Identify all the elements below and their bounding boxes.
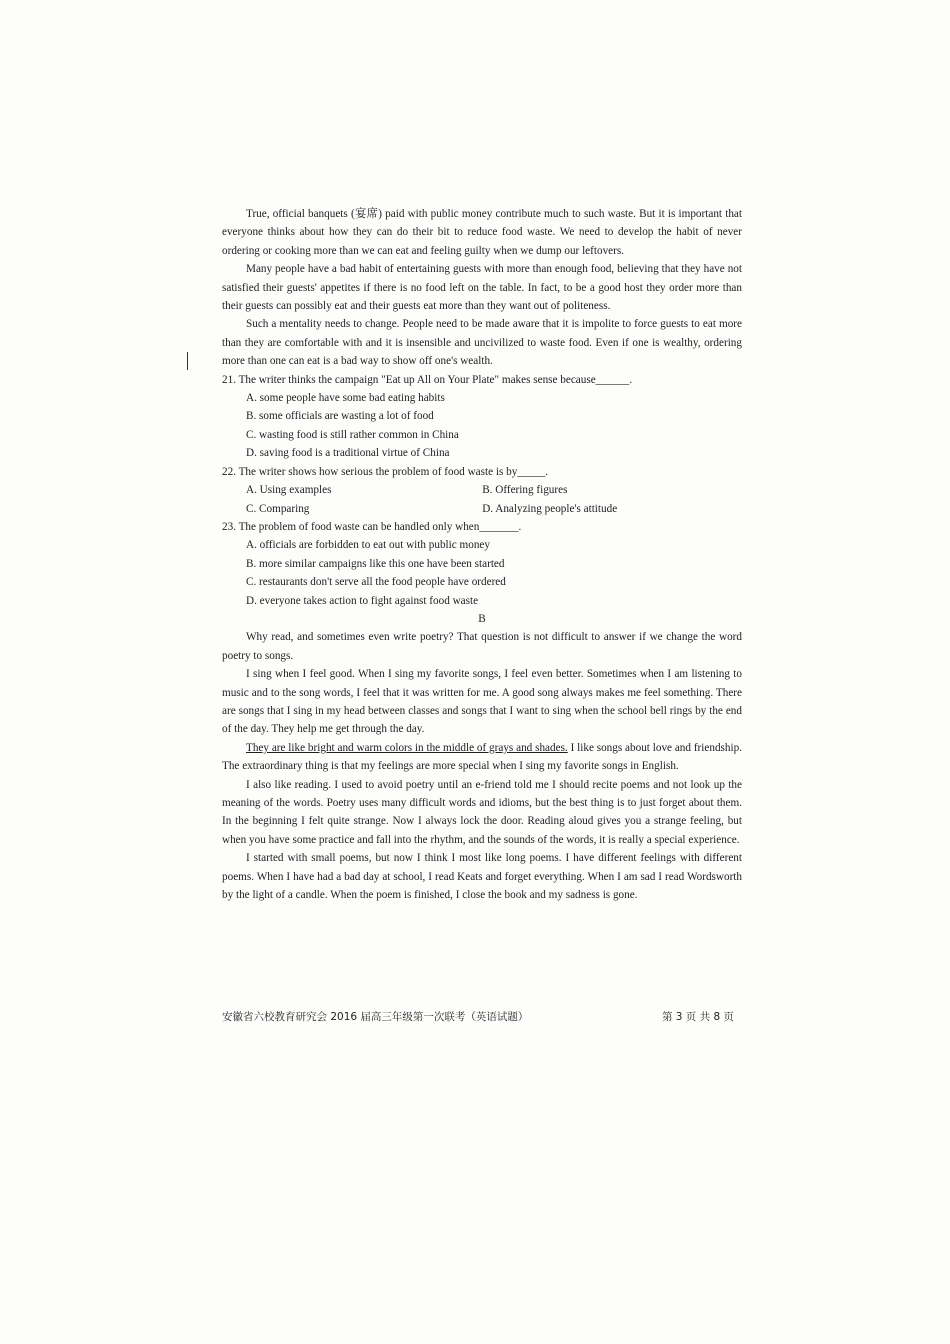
question-21-option-b: B. some officials are wasting a lot of food (246, 410, 434, 423)
question-22-option-c: C. Comparing (246, 502, 310, 515)
passage-b-paragraph-1: Why read, and sometimes even write poetry? That question is not difficult to answer if we change the word poetry to songs. (222, 631, 742, 662)
question-22 (222, 463, 742, 518)
question-21-option-a: A. some people have some bad eating habits (246, 392, 445, 405)
margin-mark (187, 352, 188, 370)
page-footer (222, 1009, 734, 1024)
passage-b-paragraph-3-rest: I like songs about love and friendship. The extraordinary thing is that my feelings are more special when I sing my favorite songs in English. (222, 741, 742, 773)
footer-exam-title: 安徽省六校教育研究会 2016 届高三年级第一次联考（英语试题） (222, 1011, 529, 1023)
question-22-option-d: D. Analyzing people's attitude (482, 502, 618, 515)
question-23-option-a: A. officials are forbidden to eat out with public money (246, 539, 490, 552)
question-23-stem: 23. The problem of food waste can be handled only when_______. (222, 520, 522, 533)
passage-b-paragraph-3 (222, 739, 742, 776)
passage-a-paragraph-3: Such a mentality needs to change. People need to be made aware that it is impolite to force guests to eat more than they are comfortable with and it is insensible and uncivilized to waste food. Even if one is wealthy, ordering more than one can eat is a bad way to show off one's wealth. (222, 318, 742, 368)
question-22-option-b: B. Offering figures (482, 484, 568, 497)
question-21-option-c: C. wasting food is still rather common in China (246, 428, 459, 441)
question-23-option-c: C. restaurants don't serve all the food people have ordered (246, 576, 506, 589)
question-22-stem: 22. The writer shows how serious the problem of food waste is by_____. (222, 465, 549, 478)
passage-b-paragraph-4: I also like reading. I used to avoid poetry until an e-friend told me I should recite poems and not look up the meaning of the words. Poetry uses many difficult words and idioms, but the best thing is to just forget about them. In the beginning I felt quite strange. Now I always lock the door. Reading aloud gives you a strange feeling, but when you have some practice and fall into the rhythm, and the sounds of the words, it is really a special experience. (222, 778, 742, 846)
underlined-sentence: They are like bright and warm colors in the middle of grays and shades. (246, 741, 568, 754)
question-21 (222, 371, 742, 463)
passage-a-paragraph-2: Many people have a bad habit of entertaining guests with more than enough food, believing that they have not satisfied their guests' appetites if there is no food left on the table. In fact, to be a good host they order more than their guests can possibly eat and their guests eat more than they want out of politeness. (222, 263, 742, 313)
question-22-option-a: A. Using examples (246, 484, 332, 497)
question-23 (222, 518, 742, 610)
exam-page (222, 205, 742, 904)
question-23-option-b: B. more similar campaigns like this one have been started (246, 557, 505, 570)
section-heading-b: B (478, 612, 486, 625)
question-21-option-d: D. saving food is a traditional virtue of China (246, 447, 450, 460)
question-21-stem: 21. The writer thinks the campaign "Eat up All on Your Plate" makes sense because______. (222, 373, 633, 386)
passage-b-paragraph-2: I sing when I feel good. When I sing my favorite songs, I feel even better. Sometimes when I am listening to music and to the song words, I feel that it was written for me. A good song always makes me feel something. There are songs that I sing in my head between classes and songs that I want to sing when the school bell rings by the end of the day. They help me get through the day. (222, 668, 742, 736)
footer-page-number: 第 3 页 共 8 页 (661, 1011, 734, 1023)
question-23-option-d: D. everyone takes action to fight against food waste (246, 594, 479, 607)
passage-a-paragraph-1: True, official banquets (宴席) paid with public money contribute much to such waste. But it is important that everyone thinks about how they can do their bit to reduce food waste. We need to develop the habit of never ordering or cooking more than we can eat and feeling guilty when we dump our leftovers. (222, 208, 742, 257)
passage-b-paragraph-5: I started with small poems, but now I think I most like long poems. I have different feelings with different poems. When I have had a bad day at school, I read Keats and forget everything. When I am sad I read Wordsworth by the light of a candle. When the poem is finished, I close the book and my sadness is gone. (222, 852, 742, 902)
